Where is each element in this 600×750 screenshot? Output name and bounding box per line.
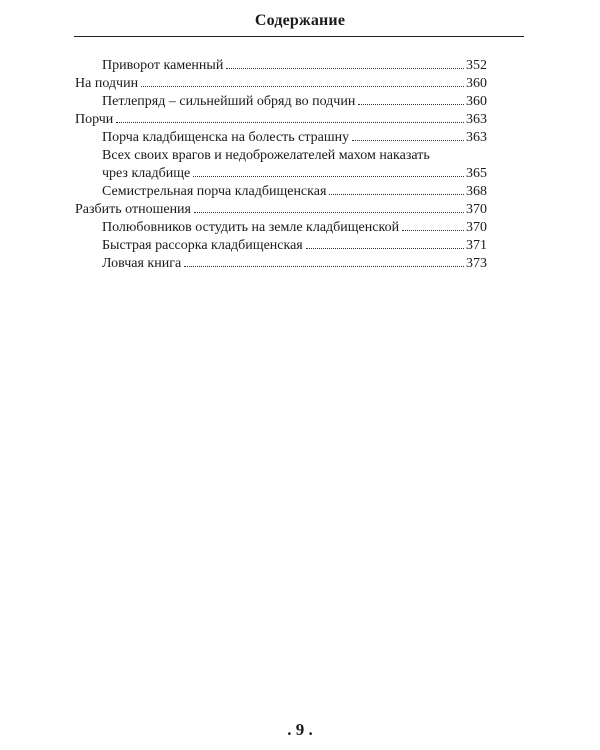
- dot-leader: [352, 139, 464, 141]
- toc-entry: [75, 93, 487, 111]
- toc-entry: [75, 201, 487, 219]
- toc-entry-title: чрез кладбище: [102, 166, 191, 181]
- toc-entry: [75, 57, 487, 75]
- dot-leader: [141, 85, 464, 87]
- toc-entry-page: 371: [466, 238, 487, 253]
- dot-leader: [226, 67, 464, 69]
- toc-entry-title-line1: Всех своих врагов и недоброжелателей махом наказать: [102, 148, 430, 163]
- dot-leader: [194, 211, 464, 213]
- toc-entry-page: 370: [466, 202, 487, 217]
- toc-entry: [75, 165, 487, 183]
- toc-entry: [75, 183, 487, 201]
- toc-entry-title: Полюбовников остудить на земле кладбищенской: [102, 220, 400, 235]
- toc-entry-page: 360: [466, 94, 487, 109]
- toc-entry-page: 363: [466, 130, 487, 145]
- toc-entry: [75, 219, 487, 237]
- toc-entry-title: Петлепряд – сильнейший обряд во подчин: [102, 94, 356, 109]
- page-number: . 9 .: [287, 720, 313, 739]
- toc-entry: [75, 75, 487, 93]
- toc-entry-title: Порча кладбищенска на болесть страшну: [102, 130, 350, 145]
- toc-entry-title: Ловчая книга: [102, 256, 182, 271]
- dot-leader: [329, 193, 464, 195]
- toc-entry-page: 352: [466, 58, 487, 73]
- toc-entry: [75, 255, 487, 273]
- toc-entry: [75, 129, 487, 147]
- toc-entry-title: Приворот каменный: [102, 58, 224, 73]
- dot-leader: [193, 175, 464, 177]
- toc-entry-title: Семистрельная порча кладбищенская: [102, 184, 327, 199]
- dot-leader: [116, 121, 464, 123]
- toc-entry-title: На подчин: [75, 76, 139, 91]
- toc-entry-page: 370: [466, 220, 487, 235]
- toc-entry-title: Разбить отношения: [75, 202, 191, 217]
- toc-entry-page: 365: [466, 166, 487, 181]
- dot-leader: [402, 229, 464, 231]
- toc-entry-page: 368: [466, 184, 487, 199]
- toc-entry-title: Быстрая рассорка кладбищенская: [102, 238, 303, 253]
- toc-entry: [75, 111, 487, 129]
- toc-entry-page: 373: [466, 256, 487, 271]
- table-of-contents: [75, 57, 487, 273]
- toc-entry-page: 363: [466, 112, 487, 127]
- running-header-title: Содержание: [254, 12, 346, 29]
- dot-leader: [358, 103, 464, 105]
- toc-entry: [75, 237, 487, 255]
- toc-entry-title: Порчи: [75, 112, 114, 127]
- dot-leader: [184, 265, 464, 267]
- toc-entry-page: 360: [466, 76, 487, 91]
- header-rule: [74, 36, 524, 37]
- dot-leader: [306, 247, 464, 249]
